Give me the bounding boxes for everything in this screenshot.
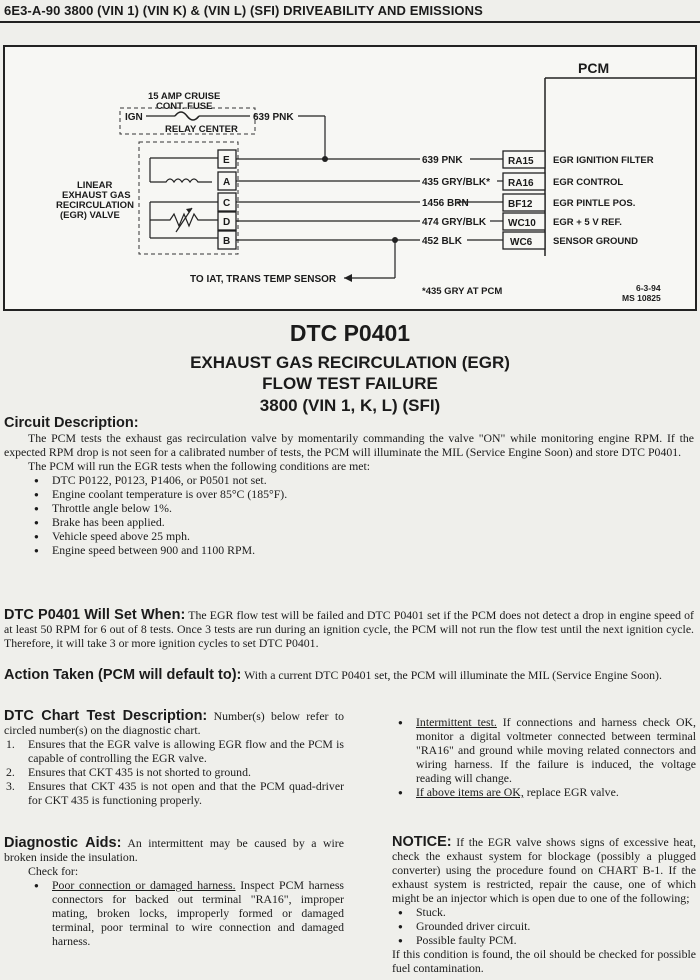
list-item: 1. Ensures that the EGR valve is allowing EGR flow and the PCM is capable of controlling the EGR valve. bbox=[6, 737, 344, 765]
fuse-label-2: CONT. FUSE bbox=[156, 101, 213, 112]
diagram-ms-number: MS 10825 bbox=[622, 293, 661, 303]
relay-center-label: RELAY CENTER bbox=[165, 124, 238, 135]
svg-text:EGR CONTROL: EGR CONTROL bbox=[553, 177, 624, 188]
list-item: ● Possible faulty PCM. bbox=[392, 933, 696, 947]
list-item: ● Stuck. bbox=[392, 905, 696, 919]
ign-label: IGN bbox=[125, 112, 143, 123]
svg-text:EGR IGNITION FILTER: EGR IGNITION FILTER bbox=[553, 155, 654, 166]
header-rule bbox=[0, 21, 700, 23]
diag-aids-heading: Diagnostic Aids: bbox=[4, 835, 122, 851]
notice-section bbox=[392, 835, 696, 975]
diag-aids-list bbox=[28, 878, 344, 948]
svg-text:E: E bbox=[223, 155, 230, 166]
to-iat-label: TO IAT, TRANS TEMP SENSOR bbox=[190, 274, 337, 285]
footnote: *435 GRY AT PCM bbox=[422, 286, 503, 297]
chart-test-list bbox=[4, 737, 344, 807]
svg-text:474 GRY/BLK: 474 GRY/BLK bbox=[422, 217, 487, 228]
list-item: ● Throttle angle below 1%. bbox=[28, 501, 694, 515]
wire-639-top-label: 639 PNK bbox=[253, 112, 294, 123]
will-set-heading: DTC P0401 Will Set When: bbox=[4, 607, 186, 623]
fuse-label-1: 15 AMP CRUISE bbox=[148, 91, 221, 102]
svg-text:WC10: WC10 bbox=[508, 218, 536, 229]
svg-text:RA15: RA15 bbox=[508, 156, 534, 167]
list-item: ● Brake has been applied. bbox=[28, 515, 694, 529]
wiring-diagram bbox=[0, 40, 700, 312]
diag-aids-list-continued bbox=[392, 715, 696, 799]
action-section bbox=[4, 668, 694, 682]
svg-text:435 GRY/BLK*: 435 GRY/BLK* bbox=[422, 177, 490, 188]
svg-text:1456 BRN: 1456 BRN bbox=[422, 198, 469, 209]
notice-list bbox=[392, 905, 696, 947]
svg-text:EGR PINTLE POS.: EGR PINTLE POS. bbox=[553, 198, 636, 209]
action-text: With a current DTC P0401 set, the PCM will illuminate the MIL (Service Engine Soon). bbox=[244, 668, 662, 682]
page-header: 6E3-A-90 3800 (VIN 1) (VIN K) & (VIN L) (SFI) DRIVEABILITY AND EMISSIONS bbox=[4, 3, 483, 18]
list-item: ● Vehicle speed above 25 mph. bbox=[28, 529, 694, 543]
notice-text-2: If this condition is found, the oil should be checked for possible fuel contamination. bbox=[392, 947, 696, 975]
circuit-para-2: The PCM will run the EGR tests when the following conditions are met: bbox=[28, 459, 371, 473]
svg-text:C: C bbox=[223, 198, 231, 209]
svg-text:RA16: RA16 bbox=[508, 178, 534, 189]
list-item: ● Poor connection or damaged harness. Inspect PCM harness connectors for backed out terminal "RA16", improper mating, broken locks, improperly formed or damaged terminal, poor terminal to wire connection and damaged harness. bbox=[28, 878, 344, 948]
valve-label-1: LINEAR bbox=[77, 180, 113, 191]
pcm-terminals bbox=[503, 151, 545, 249]
dtc-title: DTC P0401 bbox=[289, 320, 411, 346]
svg-text:D: D bbox=[223, 217, 231, 228]
valve-connector bbox=[218, 150, 236, 249]
chart-test-section bbox=[4, 709, 344, 807]
diagnostic-aids-section bbox=[4, 836, 344, 948]
svg-text:B: B bbox=[223, 236, 231, 247]
svg-text:452 BLK: 452 BLK bbox=[422, 236, 463, 247]
will-set-text: The EGR flow test will be failed and DTC P0401 set if the PCM does not detect a drop in engine speed of at least 50 RPM for 6 out of 8 tests. Once 3 tests are run during an ignition cycle, the PCM will not run the flow test until the next ignition cycle. Therefore, it will take 3 or more ignition cycles to set DTC P0401. bbox=[4, 608, 694, 650]
circuit-description bbox=[4, 416, 694, 557]
svg-text:A: A bbox=[223, 177, 231, 188]
will-set-section bbox=[4, 608, 694, 650]
pcm-label: PCM bbox=[578, 60, 610, 76]
list-item: 3. Ensures that CKT 435 is not open and that the PCM quad-driver for CKT 435 is functioning properly. bbox=[6, 779, 344, 807]
svg-text:639 PNK: 639 PNK bbox=[422, 155, 463, 166]
diag-aids-intro: An intermittent may be caused by a wire broken inside the insulation. bbox=[4, 836, 344, 864]
list-item: ● If above items are OK, replace EGR valve. bbox=[392, 785, 696, 799]
list-item: ● Engine speed between 900 and 1100 RPM. bbox=[28, 543, 694, 557]
notice-heading: NOTICE: bbox=[392, 834, 452, 850]
svg-text:SENSOR GROUND: SENSOR GROUND bbox=[553, 236, 638, 247]
diagnostic-aids-continued bbox=[392, 715, 696, 799]
circuit-heading: Circuit Description: bbox=[4, 415, 139, 431]
title-line-3: 3800 (VIN 1, K, L) (SFI) bbox=[259, 396, 441, 415]
list-item: ● Engine coolant temperature is over 85°C (185°F). bbox=[28, 487, 694, 501]
svg-text:WC6: WC6 bbox=[510, 237, 533, 248]
check-for-label: Check for: bbox=[28, 864, 79, 878]
list-item: ● Intermittent test. If connections and harness check OK, monitor a digital voltmeter connected between terminal "RA16" and ground while moving related connectors and wiring harness. If the failure is induced, the voltage reading will change. bbox=[392, 715, 696, 785]
svg-text:BF12: BF12 bbox=[508, 199, 533, 210]
list-item: ● DTC P0122, P0123, P1406, or P0501 not set. bbox=[28, 473, 694, 487]
title-line-2: FLOW TEST FAILURE bbox=[262, 374, 438, 393]
valve-label-4: (EGR) VALVE bbox=[60, 210, 120, 221]
list-item: 2. Ensures that CKT 435 is not shorted to ground. bbox=[6, 765, 251, 779]
notice-text-1: If the EGR valve shows signs of excessive heat, check the exhaust system for blockage (possibly a plugged converter) using the procedure found on CHART B-1. If the exhaust system is restricted, repair the cause, one of which might be an injector which is open due to one of the following; bbox=[392, 835, 696, 905]
circuit-para-1: The PCM tests the exhaust gas recirculation valve by momentarily commanding the valve "ON" while monitoring engine RPM. If the expected RPM drop is not seen for a calibrated number of tests, the PCM will illuminate the MIL (Service Engine Soon) and store DTC P0401. bbox=[4, 431, 694, 459]
svg-text:EGR + 5 V REF.: EGR + 5 V REF. bbox=[553, 217, 622, 228]
action-heading: Action Taken (PCM will default to): bbox=[4, 667, 242, 683]
diagram-date: 6-3-94 bbox=[636, 283, 661, 293]
title-line-1: EXHAUST GAS RECIRCULATION (EGR) bbox=[190, 353, 510, 372]
chart-test-heading: DTC Chart Test Description: bbox=[4, 708, 208, 724]
valve-label-2: EXHAUST GAS bbox=[62, 190, 131, 201]
conditions-list bbox=[28, 473, 694, 557]
chart-test-intro: Number(s) below refer to circled number(s) on the diagnostic chart. bbox=[4, 709, 344, 737]
list-item: ● Grounded driver circuit. bbox=[392, 919, 696, 933]
valve-label-3: RECIRCULATION bbox=[56, 200, 134, 211]
